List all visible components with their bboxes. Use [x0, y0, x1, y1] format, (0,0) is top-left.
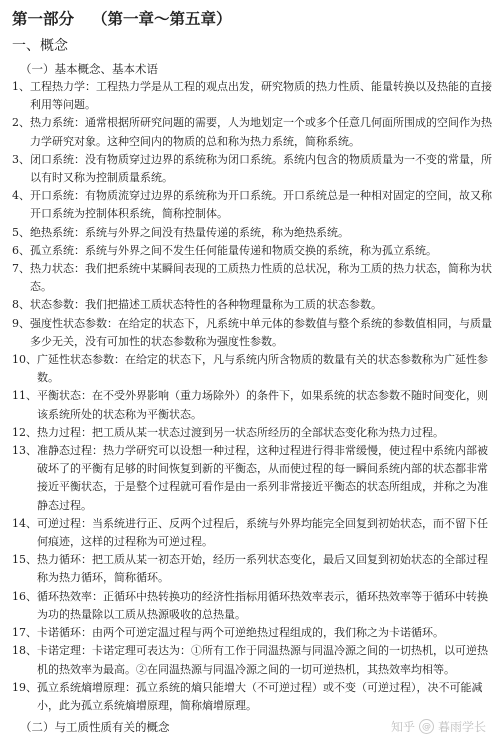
item-number: 3、: [12, 152, 30, 166]
part-label: 第一部分: [12, 9, 75, 28]
concept-item: [12, 551, 492, 587]
item-text: 广延性状态参数：在给定的状态下，凡与系统内所含物质的数量有关的状态参数称为广延性参数。: [37, 353, 488, 385]
at-icon: @: [419, 719, 434, 734]
item-text: 准静态过程：热力学研究可以设想一种过程，这种过程进行得非常缓慢，使过程中系统内部被破坏了的平衡有足够的时间恢复到新的平衡态，从而使过程的每一瞬间系统内部的状态都非常接近平衡状态，于是整个过程就可看作是由一系列非常接近平衡态的状态所组成，并称之为准静态过程。: [37, 444, 488, 512]
chapter-range: （第一章～第五章）: [92, 9, 232, 28]
item-text: 热力状态：我们把系统中某瞬间表现的工质热力性质的总状况，称为工质的热力状态，简称为状态。: [30, 262, 492, 294]
concept-item: [12, 424, 492, 442]
item-number: 17、: [12, 626, 37, 640]
item-number: 1、: [12, 80, 30, 93]
item-number: 2、: [12, 116, 30, 130]
concept-item: [12, 315, 492, 351]
watermark-author: 暮雨学长: [437, 720, 486, 734]
item-text: 循环热效率：正循环中热转换功的经济性指标用循环热效率表示，循环热效率等于循环中转换为功的热量除以工质从热源吸收的总热量。: [37, 589, 488, 621]
item-number: 8、: [12, 298, 30, 312]
concept-item: [12, 351, 492, 387]
concept-item: [12, 624, 492, 642]
section-heading: 一、概念: [12, 38, 68, 54]
part-title: [12, 8, 492, 30]
item-text: 平衡状态：在不受外界影响（重力场除外）的条件下，如果系统的状态参数不随时间变化，则该系统所处的状态称为平衡状态。: [37, 389, 488, 421]
item-text: 工程热力学：工程热力学是从工程的观点出发，研究物质的热力性质、能量转换以及热能的直接利用等问题。: [30, 80, 492, 112]
concept-item: [12, 78, 492, 114]
concept-item: [12, 442, 492, 515]
concept-item: [12, 187, 492, 223]
item-text: 孤立系统：系统与外界之间不发生任何能量传递和物质交换的系统，称为孤立系统。: [30, 243, 437, 257]
concept-item: [12, 114, 492, 150]
item-number: 4、: [12, 189, 30, 203]
item-text: 强度性状态参数：在给定的状态下，凡系统中单元体的参数值与整个系统的参数值相同，与质量多少无关，没有可加性的状态参数称为强度性参数。: [30, 316, 492, 348]
concept-list: [12, 78, 492, 715]
item-text: 开口系统：有物质流穿过边界的系统称为开口系统。开口系统总是一种相对固定的空间，故又称开口系统为控制体积系统，简称控制体。: [30, 189, 492, 221]
item-text: 可逆过程：当系统进行正、反两个过程后，系统与外界均能完全回复到初始状态，而不留下任何痕迹，这样的过程称为可逆过程。: [37, 516, 488, 549]
item-text: 卡诺定理：卡诺定理可表达为：①所有工作于同温热源与同温冷源之间的一切热机，以可逆热机的热效率为最高。②在同温热源与同温冷源之间的一切可逆热机，其热效率均相等。: [37, 644, 488, 676]
item-number: 16、: [12, 589, 37, 603]
concept-item: [12, 242, 492, 260]
item-number: 10、: [12, 353, 37, 367]
concept-item: [12, 151, 492, 187]
item-number: 14、: [12, 516, 37, 530]
item-text: 绝热系统：系统与外界之间没有热量传递的系统，称为绝热系统。: [30, 225, 349, 239]
item-text: 热力系统：通常根据所研究问题的需要，人为地划定一个或多个任意几何面所围成的空间作为热力学研究对象。这种空间内的物质的总和称为热力系统，简称系统。: [30, 116, 492, 148]
subsection-heading-properties: （二）与工质性质有关的概念: [20, 720, 170, 734]
item-number: 11、: [12, 389, 37, 403]
item-number: 9、: [12, 316, 30, 330]
item-number: 13、: [12, 444, 37, 458]
concept-item: [12, 679, 492, 715]
concept-item: [12, 515, 492, 551]
subsection-heading-basic: （一）基本概念、基本术语: [20, 62, 158, 76]
concept-item: [12, 387, 492, 423]
item-number: 6、: [12, 243, 30, 257]
item-number: 5、: [12, 225, 30, 239]
concept-item: [12, 260, 492, 296]
item-number: 7、: [12, 262, 30, 276]
watermark: [391, 718, 486, 735]
concept-item: [12, 588, 492, 624]
item-text: 闭口系统：没有物质穿过边界的系统称为闭口系统。系统内包含的物质质量为一不变的常量，所以有时又称为控制质量系统。: [30, 152, 492, 185]
item-number: 19、: [12, 680, 37, 694]
concept-item: [12, 224, 492, 242]
item-text: 热力过程：把工质从某一状态过渡到另一状态所经历的全部状态变化称为热力过程。: [37, 425, 444, 439]
concept-item: [12, 296, 492, 314]
concept-item: [12, 642, 492, 678]
item-text: 卡诺循环：由两个可逆定温过程与两个可逆绝热过程组成的，我们称之为卡诺循环。: [37, 626, 444, 640]
item-text: 孤立系统熵增原理：孤立系统的熵只能增大（不可逆过程）或不变（可逆过程），决不可能减小，此为孤立系统熵增原理，简称熵增原理。: [37, 680, 483, 712]
item-text: 热力循环：把工质从某一初态开始，经历一系列状态变化，最后又回复到初始状态的全部过程称为热力循环，简称循环。: [37, 553, 488, 585]
item-number: 18、: [12, 644, 37, 658]
watermark-site: 知乎: [390, 720, 415, 734]
item-number: 15、: [12, 553, 37, 567]
item-number: 12、: [12, 425, 37, 439]
item-text: 状态参数：我们把描述工质状态特性的各种物理量称为工质的状态参数。: [30, 298, 382, 312]
